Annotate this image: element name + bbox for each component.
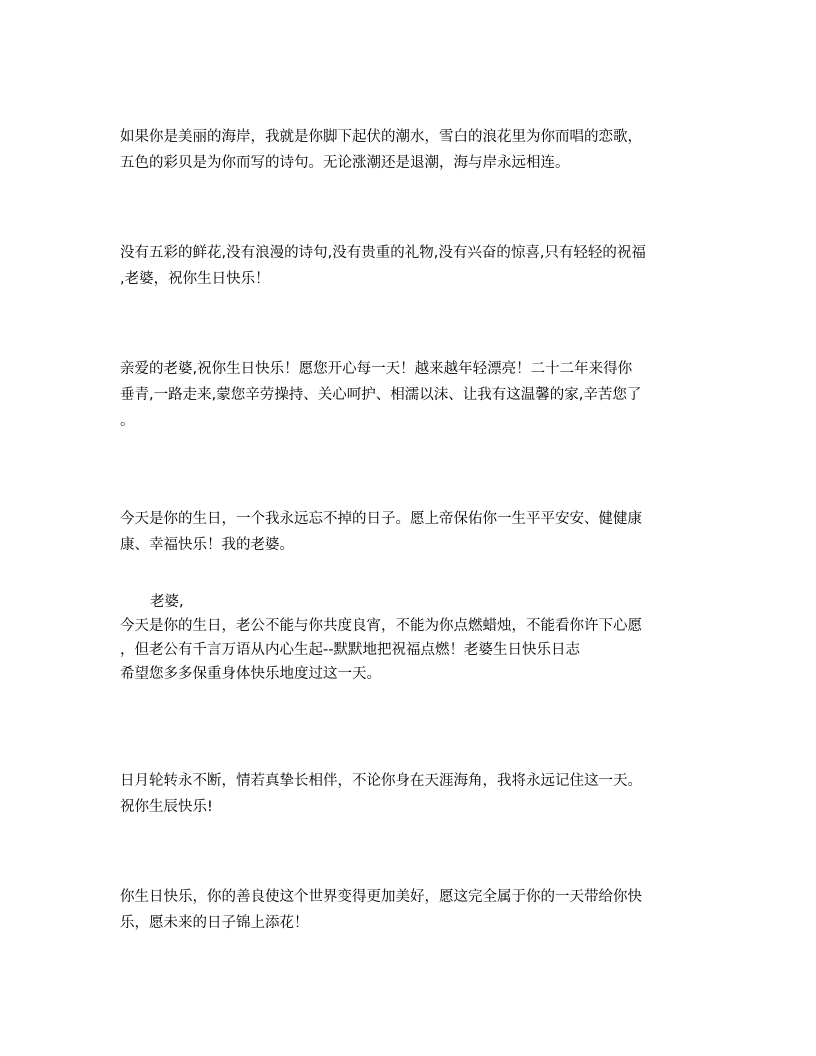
paragraph-line: 乐，愿未来的日子锦上添花！ <box>120 915 309 931</box>
paragraph-line: 你生日快乐，你的善良使这个世界变得更加美好，愿这完全属于你的一天带给你快 <box>120 889 642 905</box>
paragraph-5 <box>120 590 700 686</box>
paragraph-line: 祝你生辰快乐! <box>120 799 213 815</box>
paragraph-line: 希望您多多保重身体快乐地度过这一天。 <box>120 666 381 682</box>
paragraph-7 <box>120 884 700 936</box>
paragraph-3 <box>120 356 700 434</box>
paragraph-line: 如果你是美丽的海岸，我就是你脚下起伏的潮水，雪白的浪花里为你而唱的恋歌， <box>120 129 642 145</box>
paragraph-line: 五色的彩贝是为你而写的诗句。无论涨潮还是退潮，海与岸永远相连。 <box>120 155 570 171</box>
paragraph-4 <box>120 506 700 558</box>
paragraph-line: 垂青,一路走来,蒙您辛劳操持、关心呵护、相濡以沫、让我有这温馨的家,辛苦您了 <box>120 387 642 403</box>
paragraph-line: ,老婆，祝你生日快乐！ <box>120 271 270 287</box>
paragraph-line: ，但老公有千言万语从内心生起--默默地把祝福点燃！老婆生日快乐日志 <box>120 642 580 658</box>
paragraph-2 <box>120 240 700 292</box>
paragraph-line: 今天是你的生日，一个我永远忘不掉的日子。愿上帝保佑你一生平平安安、健健康 <box>120 511 642 527</box>
greeting-line: 老婆, <box>150 594 184 610</box>
paragraph-6 <box>120 768 700 820</box>
paragraph-line: 日月轮转永不断，情若真挚长相伴，不论你身在天涯海角，我将永远记住这一天。 <box>120 773 642 789</box>
paragraph-line: 没有五彩的鲜花,没有浪漫的诗句,没有贵重的礼物,没有兴奋的惊喜,只有轻轻的祝福 <box>120 245 646 261</box>
paragraph-line: 亲爱的老婆,祝你生日快乐！愿您开心每一天！越来越年轻漂亮！二十二年来得你 <box>120 361 633 377</box>
paragraph-1 <box>120 124 700 176</box>
paragraph-line: 康、幸福快乐！我的老婆。 <box>120 537 294 553</box>
paragraph-line: 今天是你的生日，老公不能与你共度良宵，不能为你点燃蜡烛，不能看你许下心愿 <box>120 618 642 634</box>
paragraph-line: 。 <box>120 413 135 429</box>
